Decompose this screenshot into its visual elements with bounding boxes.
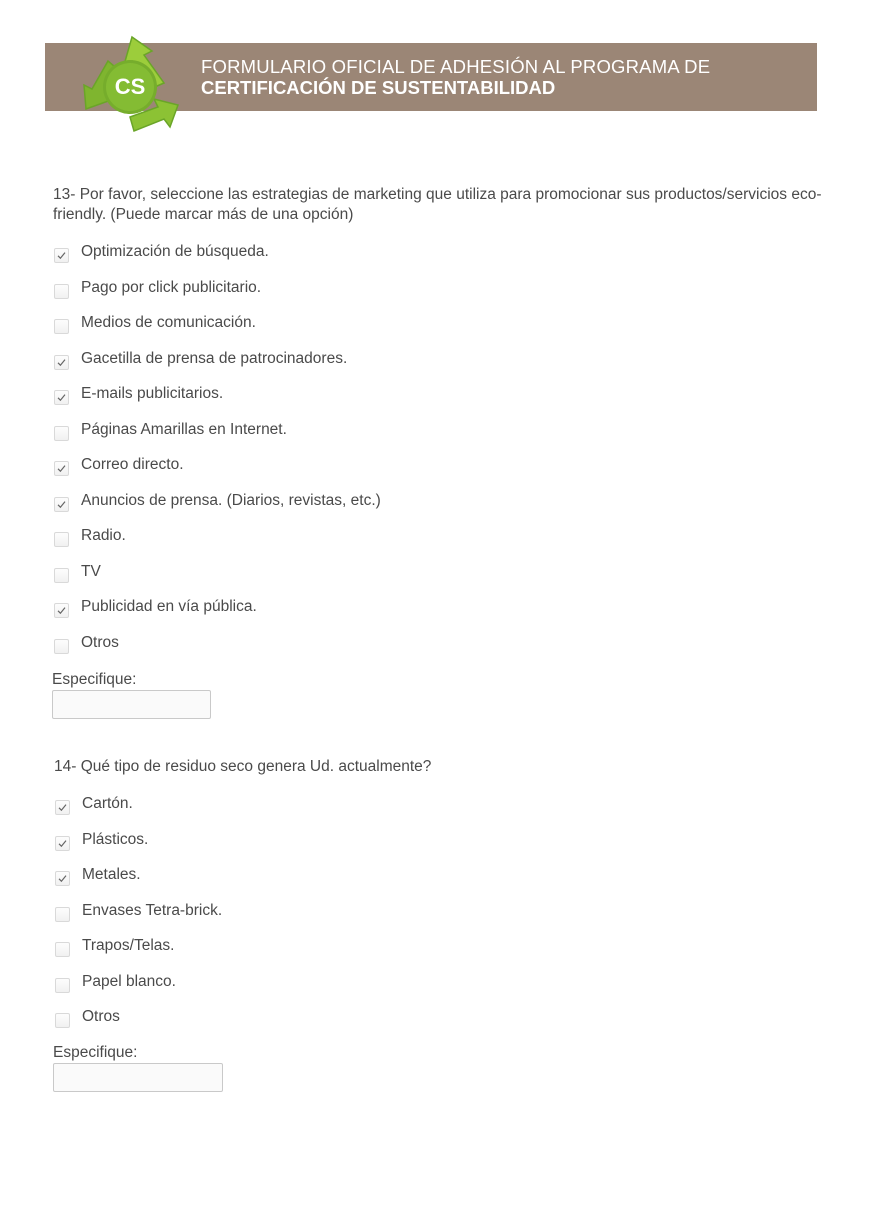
question-13-text: 13- Por favor, seleccione las estrategias de marketing que utiliza para promocionar sus productos/servicios eco-friendly. (Puede marcar más de una opción) xyxy=(53,186,822,223)
checkbox-option[interactable] xyxy=(54,242,381,278)
checkbox-label: Publicidad en vía pública. xyxy=(81,598,257,615)
checkbox-option[interactable] xyxy=(54,420,381,456)
checkbox-option[interactable] xyxy=(54,491,381,527)
question-13-options xyxy=(54,242,381,668)
checkbox-option[interactable] xyxy=(55,936,222,972)
checkbox-label: Radio. xyxy=(81,527,126,544)
checkbox[interactable] xyxy=(54,248,69,263)
checkbox-label: Otros xyxy=(81,633,119,651)
checkbox-option[interactable] xyxy=(54,526,381,562)
checkbox[interactable] xyxy=(54,639,69,654)
checkbox-label: Metales. xyxy=(82,866,141,883)
checkbox[interactable] xyxy=(54,284,69,299)
checkbox-option[interactable] xyxy=(55,972,222,1008)
recycle-logo-icon xyxy=(78,31,186,139)
checkmark-icon xyxy=(57,873,68,884)
checkmark-icon xyxy=(56,250,67,261)
checkbox[interactable] xyxy=(55,800,70,815)
checkbox[interactable] xyxy=(54,319,69,334)
question-14-specify-label: Especifique: xyxy=(53,1044,138,1061)
checkbox-label: Gacetilla de prensa de patrocinadores. xyxy=(81,349,348,367)
checkbox-option[interactable] xyxy=(54,313,381,349)
question-13-specify-input[interactable] xyxy=(52,690,211,719)
checkmark-icon xyxy=(56,499,67,510)
checkmark-icon xyxy=(56,463,67,474)
checkbox-label: Trapos/Telas. xyxy=(82,937,175,954)
checkbox-option[interactable] xyxy=(54,597,381,633)
checkbox-option[interactable] xyxy=(54,633,381,669)
checkbox[interactable] xyxy=(54,355,69,370)
checkbox[interactable] xyxy=(55,836,70,851)
checkbox[interactable] xyxy=(54,568,69,583)
checkbox-label: E-mails publicitarios. xyxy=(81,385,224,402)
question-14-options xyxy=(55,794,222,1043)
checkbox-option[interactable] xyxy=(55,865,222,901)
question-14-specify-input[interactable] xyxy=(53,1063,223,1092)
checkbox-label: Optimización de búsqueda. xyxy=(81,243,269,260)
checkbox-label: Plásticos. xyxy=(82,830,149,848)
checkbox[interactable] xyxy=(55,978,70,993)
logo-text: CS xyxy=(114,74,146,99)
checkbox[interactable] xyxy=(55,907,70,922)
checkbox-label: Pago por click publicitario. xyxy=(81,278,262,296)
checkbox[interactable] xyxy=(54,390,69,405)
checkmark-icon xyxy=(57,838,68,849)
checkbox[interactable] xyxy=(54,426,69,441)
checkbox-label: Páginas Amarillas en Internet. xyxy=(81,420,287,438)
checkmark-icon xyxy=(56,605,67,616)
checkbox[interactable] xyxy=(55,871,70,886)
checkbox-label: Anuncios de prensa. (Diarios, revistas, etc.) xyxy=(81,491,381,509)
checkbox-label: Envases Tetra-brick. xyxy=(82,901,223,919)
header-title xyxy=(201,56,710,99)
checkbox-option[interactable] xyxy=(55,830,222,866)
checkbox-option[interactable] xyxy=(55,901,222,937)
checkbox[interactable] xyxy=(54,461,69,476)
checkbox-option[interactable] xyxy=(54,455,381,491)
header-title-line2: CERTIFICACIÓN DE SUSTENTABILIDAD xyxy=(201,77,556,98)
checkbox-option[interactable] xyxy=(55,1007,222,1043)
checkbox-label: Papel blanco. xyxy=(82,972,176,990)
checkbox[interactable] xyxy=(55,942,70,957)
checkbox-label: Correo directo. xyxy=(81,456,184,473)
checkmark-icon xyxy=(56,392,67,403)
checkbox-label: TV xyxy=(81,562,101,580)
question-13-specify-label: Especifique: xyxy=(52,671,137,688)
checkbox[interactable] xyxy=(55,1013,70,1028)
checkbox-label: Medios de comunicación. xyxy=(81,314,256,331)
checkbox-option[interactable] xyxy=(54,562,381,598)
checkbox-label: Otros xyxy=(82,1008,120,1025)
checkbox-option[interactable] xyxy=(54,278,381,314)
header-title-line1: FORMULARIO OFICIAL DE ADHESIÓN AL PROGRAMA DE xyxy=(201,56,711,77)
checkbox-option[interactable] xyxy=(54,349,381,385)
checkmark-icon xyxy=(57,802,68,813)
checkmark-icon xyxy=(56,357,67,368)
checkbox-option[interactable] xyxy=(54,384,381,420)
checkbox[interactable] xyxy=(54,497,69,512)
checkbox-label: Cartón. xyxy=(82,795,133,812)
checkbox[interactable] xyxy=(54,603,69,618)
question-14-text: 14- Qué tipo de residuo seco genera Ud. actualmente? xyxy=(54,758,432,775)
checkbox-option[interactable] xyxy=(55,794,222,830)
checkbox[interactable] xyxy=(54,532,69,547)
